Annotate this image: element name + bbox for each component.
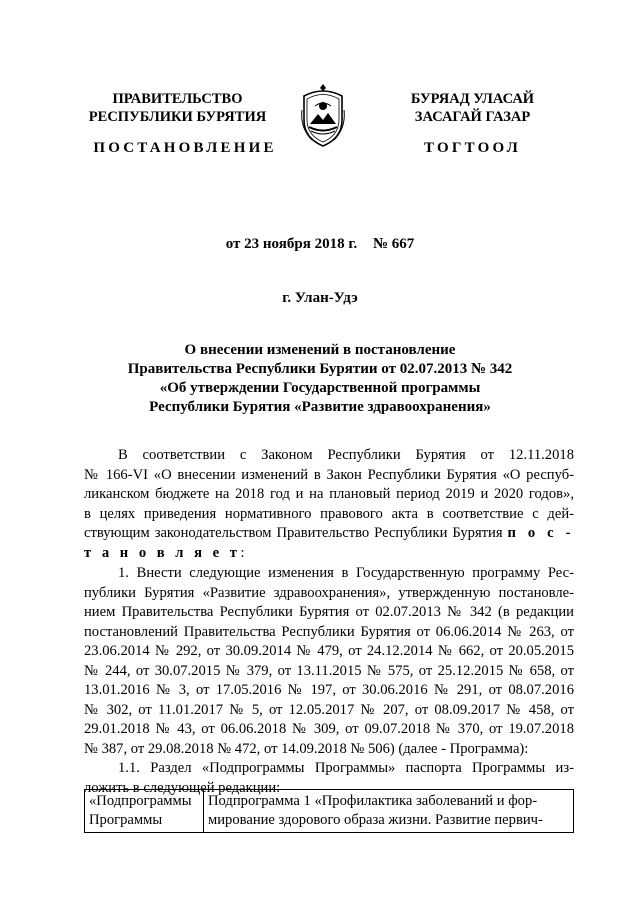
table-cell-value [204,790,574,833]
text-line: № 387, от 29.08.2018 № 472, от 14.09.2018 № 506) (далее - Программа): [84,740,529,757]
preamble-paragraph [84,446,574,563]
cell-line: «Подпрограммы [89,793,192,809]
text-line: № 302, от 11.01.2017 № 5, от 12.05.2017 № 207, от 08.09.2017 № 458, от [84,701,574,718]
decree-date: от 23 ноября 2018 г. [225,236,358,252]
coat-of-arms-icon [298,80,348,150]
header-right [385,90,560,126]
title-line: Правительства Республики Бурятии от 02.07.2013 № 342 [127,361,513,377]
text-line [84,544,574,564]
header-left-line2: РЕСПУБЛИКИ БУРЯТИЯ [88,109,267,125]
decree-title [0,341,640,417]
text-line: ложить в следующей редакции: [84,779,281,796]
colon: : [240,544,245,561]
table-cell-label [85,790,204,833]
text-line: 23.06.2014 № 292, от 30.09.2014 № 479, от 24.12.2014 № 662, от 20.05.2015 [84,643,574,659]
cell-line: мирование здорового образа жизни. Развитие первич- [208,812,543,828]
text-line: ликанском бюджете на 2018 год и на плановый период 2019 и 2020 годов», [84,486,574,502]
text-line: 1.1. Раздел «Подпрограммы Программы» паспорта Программы из- [118,760,574,776]
cell-line: Подпрограмма 1 «Профилактика заболеваний и фор- [208,793,538,809]
decree-title-ru: ПОСТАНОВЛЕНИЕ [93,140,277,156]
text-line: нием Правительства Республики Бурятия от 02.07.2013 № 342 (в редакции [84,604,574,620]
header-right-line2: ЗАСАГАЙ ГАЗАР [414,109,531,125]
subprograms-table [84,789,574,833]
spaced-resolve-1: п о с - [507,525,574,541]
text-line: 13.01.2016 № 3, от 17.05.2016 № 197, от 30.06.2016 № 291, от 08.07.2016 [84,682,574,698]
text-line [84,524,574,544]
text-line: 1. Внести следующие изменения в Государственную программу Рес- [118,565,574,581]
text-line: в целях приведения нормативного правового акта в соответствие с дей- [84,505,574,522]
text-line: № 166-VI «О внесении изменений в Закон Республики Бурятия «О респуб- [84,466,574,483]
table-row [85,790,574,833]
decree-number: № 667 [372,236,415,252]
cell-line: Программы [89,812,163,828]
decree-date-line [0,236,640,253]
item-1-paragraph [84,564,574,759]
text-line: В соответствии с Законом Республики Бурятия от 12.11.2018 [118,447,574,463]
text-line: № 244, от 30.07.2015 № 379, от 13.11.2015 № 575, от 25.12.2015 № 658, от [84,662,574,679]
title-line: О внесении изменений в постановление [184,342,456,358]
header-left [70,90,285,126]
text-line: 29.01.2018 № 43, от 06.06.2018 № 309, от 09.07.2018 № 370, от 19.07.2018 [84,721,574,737]
title-line: Республики Бурятия «Развитие здравоохранения» [149,399,491,415]
header-right-line1: БУРЯАД УЛАСАЙ [410,91,535,107]
header-left-line1: ПРАВИТЕЛЬСТВО [112,91,243,107]
spaced-resolve-2: т а н о в л я е т [84,544,241,561]
title-line: «Об утверждении Государственной программы [159,380,481,396]
decree-city: г. Улан-Удэ [282,290,358,306]
text-line: постановлений Правительства Республики Бурятия от 06.06.2014 № 263, от [84,623,574,640]
decree-title-bur: ТОГТООЛ [424,140,521,156]
preamble-last-text: ствующим законодательством Правительство Республики Бурятия [84,525,503,541]
text-line: публики Бурятия «Развитие здравоохранения», утвержденную постановле- [84,584,574,601]
